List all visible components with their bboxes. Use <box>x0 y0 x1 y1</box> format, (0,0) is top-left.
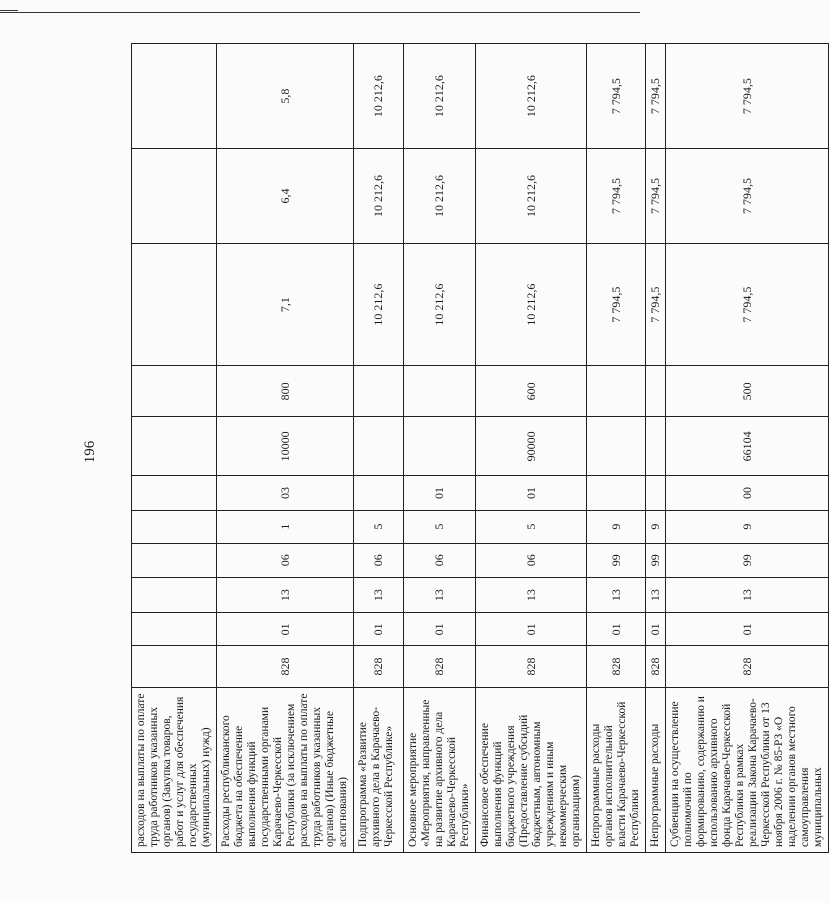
cell-c7 <box>404 417 476 476</box>
cell-v3 <box>132 44 217 149</box>
cell-c7: 90000 <box>476 417 587 476</box>
cell-c4 <box>132 543 217 577</box>
cell-c5 <box>132 510 217 543</box>
cell-v1 <box>132 243 217 366</box>
cell-c5: 5 <box>354 510 404 543</box>
table-row <box>587 44 646 853</box>
cell-v2: 10 212,6 <box>404 149 476 243</box>
cell-v2: 7 794,5 <box>666 149 829 243</box>
cell-c5: 5 <box>404 510 476 543</box>
cell-c8: 600 <box>476 366 587 417</box>
cell-c7: 66104 <box>666 417 829 476</box>
row-description: расходов на выплаты по оплате труда работников указанных органов) (Закупка товаров, работ и услуг для обеспечения государственных (муниципальных) нужд) <box>132 687 217 852</box>
table-row <box>354 44 404 853</box>
table-row <box>404 44 476 853</box>
cell-v2: 7 794,5 <box>587 149 646 243</box>
table-row <box>646 44 666 853</box>
cell-c1: 828 <box>217 646 354 687</box>
cell-c2: 01 <box>587 613 646 646</box>
cell-c7 <box>132 417 217 476</box>
cell-v1: 7 794,5 <box>646 243 666 366</box>
cell-c7 <box>354 417 404 476</box>
cell-c8 <box>132 366 217 417</box>
cell-c7 <box>587 417 646 476</box>
cell-v1: 10 212,6 <box>404 243 476 366</box>
cell-c3: 13 <box>646 577 666 612</box>
table-row <box>476 44 587 853</box>
cell-v1: 10 212,6 <box>354 243 404 366</box>
cell-v2 <box>132 149 217 243</box>
cell-v2: 10 212,6 <box>354 149 404 243</box>
cell-c2: 01 <box>404 613 476 646</box>
cell-v3: 10 212,6 <box>354 44 404 149</box>
cell-c2: 01 <box>354 613 404 646</box>
cell-c8: 500 <box>666 366 829 417</box>
cell-c3: 13 <box>587 577 646 612</box>
cell-c1: 828 <box>404 646 476 687</box>
cell-v3: 10 212,6 <box>404 44 476 149</box>
cell-c1: 828 <box>587 646 646 687</box>
cell-c3: 13 <box>666 577 829 612</box>
page-number: 196 <box>82 440 98 464</box>
table-row <box>132 44 217 853</box>
cell-c4: 06 <box>217 543 354 577</box>
cell-v2: 10 212,6 <box>476 149 587 243</box>
cell-c4: 06 <box>354 543 404 577</box>
cell-c6 <box>132 476 217 510</box>
cell-c3: 13 <box>404 577 476 612</box>
row-description: Субвенции на осуществление полномочий по формированию, содержанию и использованию архивного фонда Карачаево-Черкесской Республики в рамках реализации Закона Карачаево-Черкесской Республики от 13 ноября 2006 г. № 85-РЗ «О наделении органов местного самоуправления муниципальных <box>666 687 829 852</box>
cell-c3: 13 <box>217 577 354 612</box>
cell-c7 <box>646 417 666 476</box>
cell-c1: 828 <box>476 646 587 687</box>
row-description: Подпрограмма «Развитие архивного дела в Карачаево-Черкесской Республике» <box>354 687 404 852</box>
cell-c4: 06 <box>404 543 476 577</box>
row-description: Финансовое обеспечение выполнения функций бюджетного учреждения (Предоставление субсидий бюджетным, автономным учреждениям и иным некоммерческим организациям) <box>476 687 587 852</box>
cell-v3: 5,8 <box>217 44 354 149</box>
cell-v2: 7 794,5 <box>646 149 666 243</box>
cell-v3: 7 794,5 <box>646 44 666 149</box>
cell-c2 <box>132 613 217 646</box>
cell-c2: 01 <box>646 613 666 646</box>
cell-c6: 00 <box>666 476 829 510</box>
cell-c5: 1 <box>217 510 354 543</box>
cell-c8 <box>646 366 666 417</box>
cell-c4: 99 <box>646 543 666 577</box>
cell-c4: 99 <box>587 543 646 577</box>
cell-v3: 7 794,5 <box>666 44 829 149</box>
cell-c4: 06 <box>476 543 587 577</box>
cell-c1 <box>132 646 217 687</box>
cell-c2: 01 <box>666 613 829 646</box>
cell-v3: 10 212,6 <box>476 44 587 149</box>
table-row <box>666 44 829 853</box>
cell-c7: 10000 <box>217 417 354 476</box>
row-description: Расходы республиканского бюджета на обеспечение выполнения функций государственными органами Карачаево-Черкесской Республики (за исключением расходов на выплаты по оплате труда работников указанных органов) (Иные бюджетные ассигнования) <box>217 687 354 852</box>
cell-c1: 828 <box>354 646 404 687</box>
cell-c1: 828 <box>646 646 666 687</box>
cell-c6 <box>354 476 404 510</box>
cell-c2: 01 <box>217 613 354 646</box>
row-description: Непрограммные расходы <box>646 687 666 852</box>
cell-c8 <box>404 366 476 417</box>
row-description: Основное мероприятие «Мероприятия, направленные на развитие архивного дела Карачаево-Черкесской Республики» <box>404 687 476 852</box>
cell-c6: 01 <box>404 476 476 510</box>
cell-c6 <box>587 476 646 510</box>
cell-v3: 7 794,5 <box>587 44 646 149</box>
cell-c3 <box>132 577 217 612</box>
table-row <box>217 44 354 853</box>
cell-v1: 7 794,5 <box>587 243 646 366</box>
cell-v1: 7 794,5 <box>666 243 829 366</box>
cell-c5: 9 <box>646 510 666 543</box>
cell-c6: 01 <box>476 476 587 510</box>
cell-v1: 10 212,6 <box>476 243 587 366</box>
cell-c6: 03 <box>217 476 354 510</box>
cell-c2: 01 <box>476 613 587 646</box>
cell-c6 <box>646 476 666 510</box>
row-description: Непрограммные расходы органов исполнительной власти Карачаево-Черкесской Республики <box>587 687 646 852</box>
cell-c1: 828 <box>666 646 829 687</box>
cell-v2: 6,4 <box>217 149 354 243</box>
cell-c8 <box>354 366 404 417</box>
cell-c8 <box>587 366 646 417</box>
cell-c3: 13 <box>476 577 587 612</box>
cell-c3: 13 <box>354 577 404 612</box>
cell-v1: 7,1 <box>217 243 354 366</box>
budget-table <box>131 43 829 853</box>
cell-c4: 99 <box>666 543 829 577</box>
cell-c5: 9 <box>666 510 829 543</box>
cell-c5: 9 <box>587 510 646 543</box>
cell-c8: 800 <box>217 366 354 417</box>
cell-c5: 5 <box>476 510 587 543</box>
